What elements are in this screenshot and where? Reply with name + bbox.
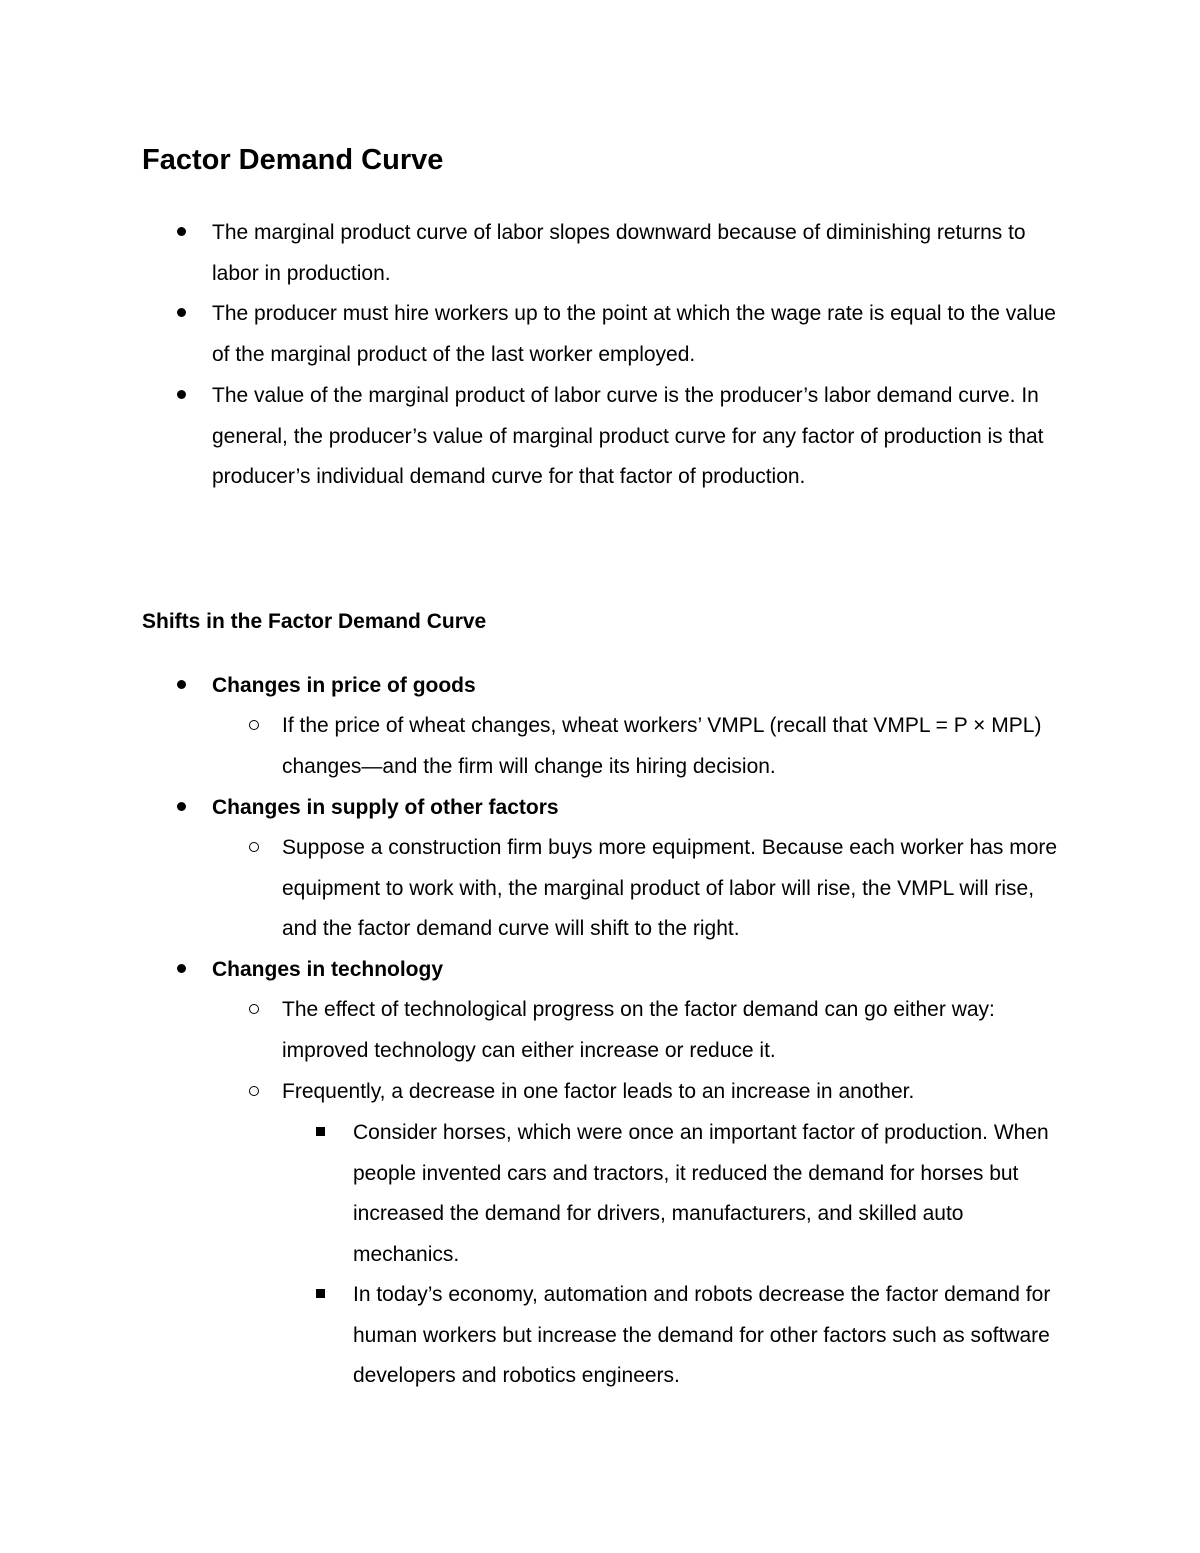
- bullet-circle-icon: [249, 990, 265, 1031]
- list-item: The marginal product curve of labor slopes downward because of diminishing returns to labor in production.: [212, 213, 1072, 294]
- bullet-square-icon: [316, 1113, 332, 1154]
- list-item: In today’s economy, automation and robots decrease the factor demand for human workers but increase the demand for other factors such as software developers and robotics engineers.: [353, 1275, 1072, 1397]
- list-item: Suppose a construction firm buys more equipment. Because each worker has more equipment to work with, the marginal product of labor will rise, the VMPL will rise, and the factor demand curve will shift to the right.: [282, 828, 1072, 950]
- list-item: Frequently, a decrease in one factor leads to an increase in another.: [282, 1072, 1072, 1113]
- list-item: The effect of technological progress on the factor demand can go either way: improved technology can either increase or reduce it.: [282, 990, 1072, 1071]
- list-item-group-label: Changes in price of goods: [212, 666, 1072, 707]
- list-item: The value of the marginal product of labor curve is the producer’s labor demand curve. In general, the producer’s value of marginal product curve for any factor of production is that producer’s individual demand curve for that factor of production.: [212, 376, 1072, 498]
- list-item: If the price of wheat changes, wheat workers’ VMPL (recall that VMPL = P × MPL) changes—and the firm will change its hiring decision.: [282, 706, 1072, 787]
- bullet-disc-icon: [177, 788, 193, 829]
- list-item-group-label: Changes in supply of other factors: [212, 788, 1072, 829]
- list-item-group-label: Changes in technology: [212, 950, 1072, 991]
- bullet-disc-icon: [177, 213, 193, 254]
- bullet-disc-icon: [177, 666, 193, 707]
- bullet-square-icon: [316, 1275, 332, 1316]
- list-item: Consider horses, which were once an important factor of production. When people invented cars and tractors, it reduced the demand for horses but increased the demand for drivers, manufacturers, and skilled auto mechanics.: [353, 1113, 1072, 1275]
- bullet-circle-icon: [249, 828, 265, 869]
- bullet-disc-icon: [177, 950, 193, 991]
- list-item: The producer must hire workers up to the point at which the wage rate is equal to the value of the marginal product of the last worker employed.: [212, 294, 1072, 375]
- bullet-circle-icon: [249, 1072, 265, 1113]
- bullet-disc-icon: [177, 376, 193, 417]
- bullet-circle-icon: [249, 706, 265, 747]
- bullet-disc-icon: [177, 294, 193, 335]
- page-title: Factor Demand Curve: [142, 144, 444, 176]
- section-heading: Shifts in the Factor Demand Curve: [142, 610, 487, 633]
